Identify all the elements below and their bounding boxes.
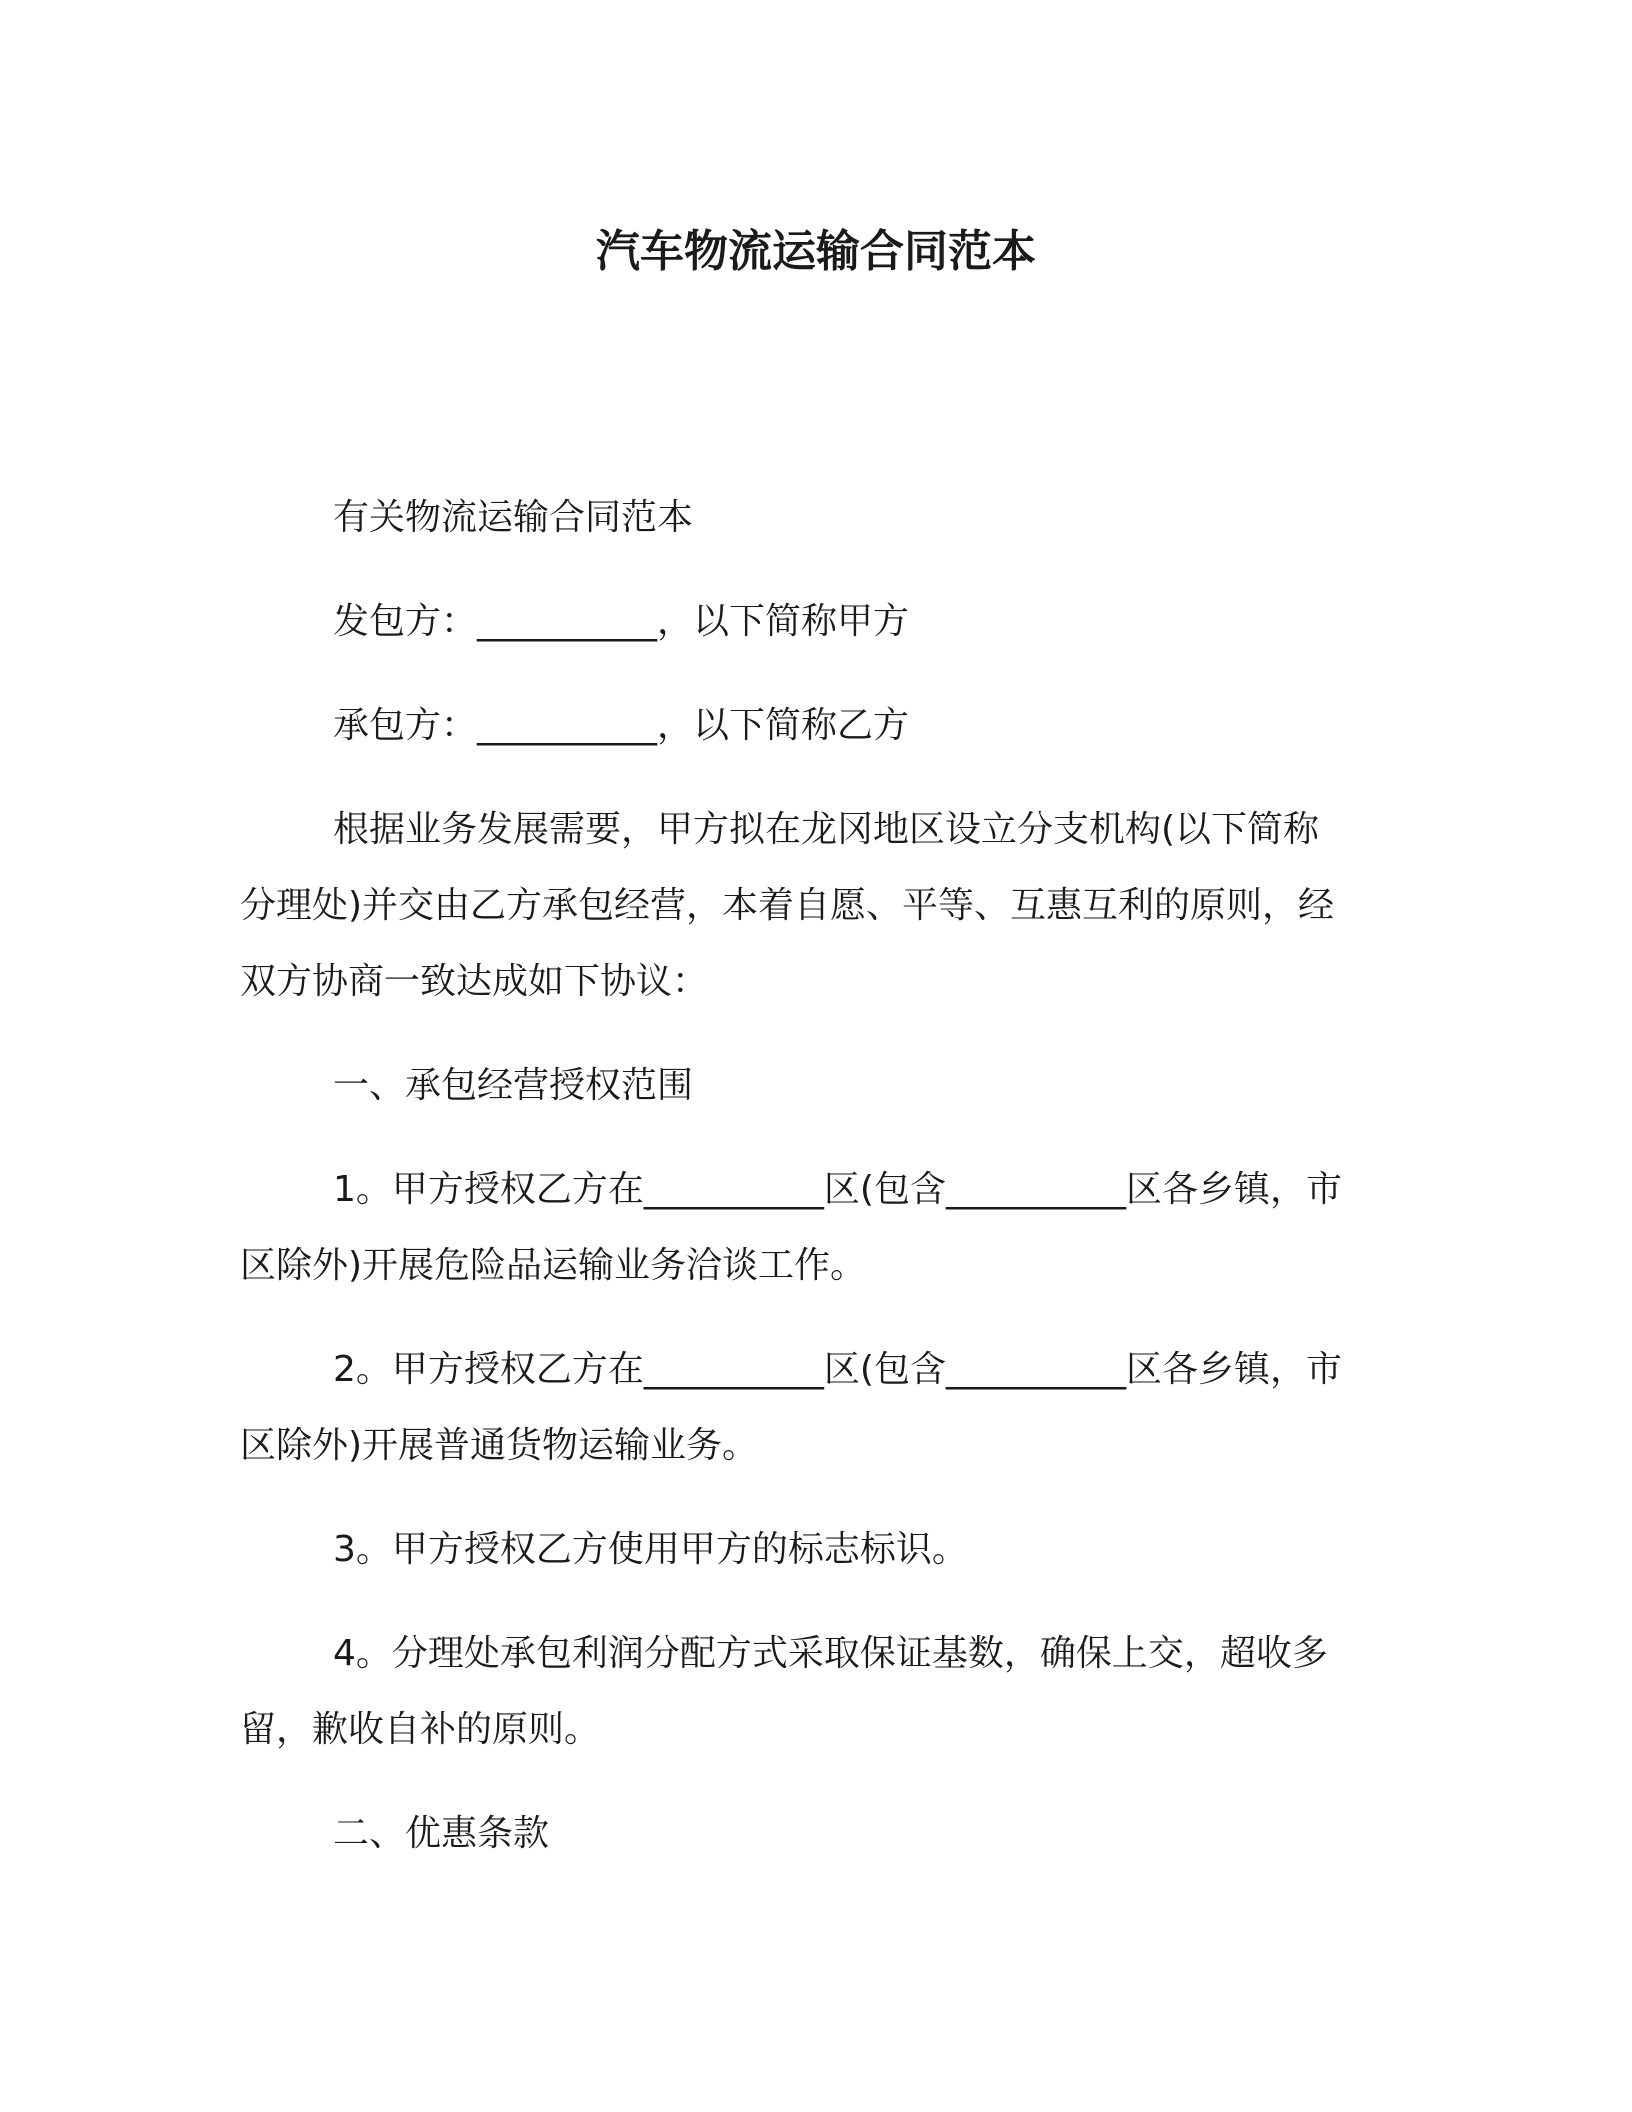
document-title: 汽车物流运输合同范本	[596, 226, 1036, 277]
preamble-line-1: 根据业务发展需要，甲方拟在龙冈地区设立分支机构(以下简称	[333, 809, 1320, 850]
clause-1-line-2: 区除外)开展危险品运输业务洽谈工作。	[240, 1245, 867, 1286]
party-b-line: 承包方：__________，以下简称乙方	[333, 705, 910, 746]
party-a-line: 发包方：__________，以下简称甲方	[333, 601, 910, 642]
preamble-line-3: 双方协商一致达成如下协议：	[240, 961, 709, 1002]
subtitle-line: 有关物流运输合同范本	[333, 497, 694, 538]
section-2-heading: 二、优惠条款	[333, 1813, 550, 1854]
clause-2-line-1: 2。甲方授权乙方在__________区(包含__________区各乡镇，市	[333, 1349, 1342, 1390]
clause-2-line-2: 区除外)开展普通货物运输业务。	[240, 1425, 759, 1466]
clause-4-line-1: 4。分理处承包利润分配方式采取保证基数，确保上交，超收多	[333, 1633, 1328, 1674]
preamble-line-2: 分理处)并交由乙方承包经营，本着自愿、平等、互惠互利的原则，经	[240, 885, 1335, 926]
clause-4-line-2: 留，歉收自补的原则。	[240, 1709, 601, 1750]
clause-3-line-1: 3。甲方授权乙方使用甲方的标志标识。	[333, 1529, 968, 1570]
clause-1-line-1: 1。甲方授权乙方在__________区(包含__________区各乡镇，市	[333, 1169, 1342, 1210]
section-1-heading: 一、承包经营授权范围	[333, 1065, 694, 1106]
